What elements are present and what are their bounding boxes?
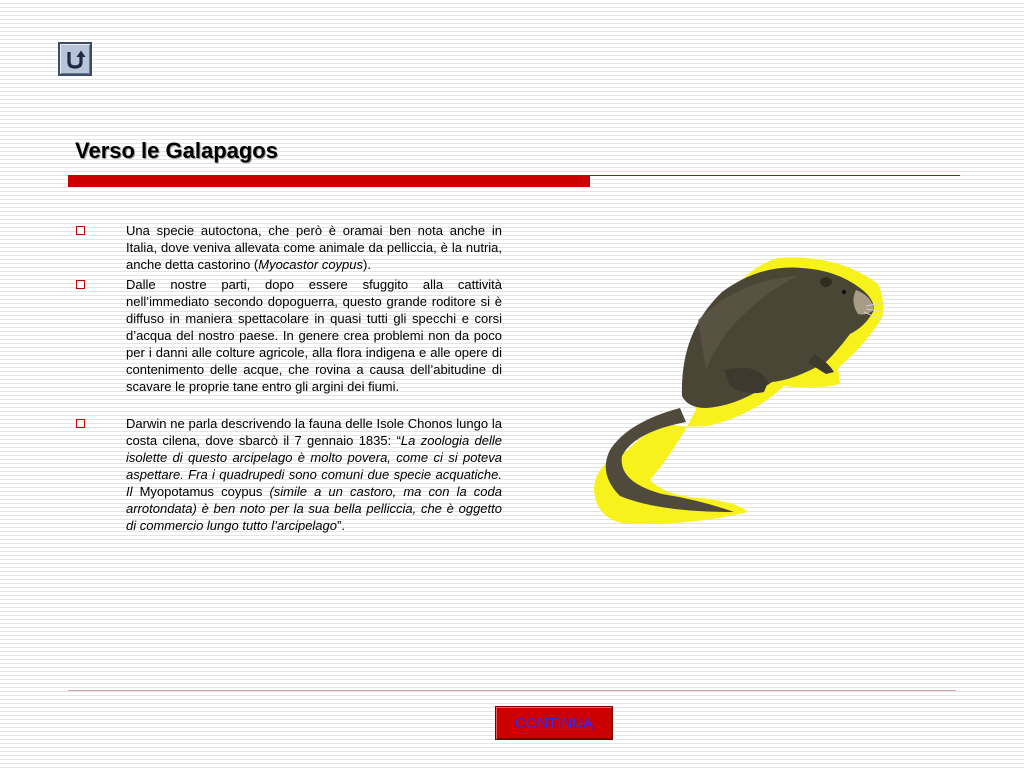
back-button[interactable] bbox=[58, 42, 92, 76]
bullet-text: ”. bbox=[337, 518, 345, 533]
bullet-list bbox=[76, 222, 502, 537]
hollow-square-bullet-icon bbox=[76, 226, 85, 235]
bullet-italic-text: (simile a un castoro, ma con la coda arrotondata) è ben noto per la sua bella pelliccia, che è oggetto di commercio lungo tutto l’arcipelago bbox=[126, 484, 502, 533]
u-turn-back-icon bbox=[63, 47, 87, 71]
bullet-text: Dalle nostre parti, dopo essere sfuggito alla cattività nell’immediato secondo dopoguerra, questo grande roditore si è diffuso in maniera spettacolare in quasi tutti gli specchi e corsi d’acqua del nostro paese. In genere crea problemi non da poco per i danni alle colture agricole, alla flora indigena e alle opere di contenimento delle acque, che rovina a causa dell’abitudine di scavare le proprie tane entro gli argini dei fiumi. bbox=[126, 277, 502, 394]
hollow-square-bullet-icon bbox=[76, 280, 85, 289]
bullet-item-spread bbox=[76, 276, 502, 395]
bullet-item-nutria bbox=[76, 222, 502, 273]
nutria-illustration bbox=[588, 250, 888, 530]
continue-button[interactable] bbox=[495, 706, 613, 740]
continue-link[interactable]: CONTINUA bbox=[514, 714, 594, 732]
title-underline-thin bbox=[590, 175, 960, 176]
bullet-text: Myopotamus coypus bbox=[132, 484, 270, 499]
title-underline-thick bbox=[68, 175, 590, 187]
bullet-item-darwin bbox=[76, 415, 502, 534]
bullet-italic-text: Myocastor coypus bbox=[258, 257, 364, 272]
footer-divider bbox=[68, 690, 956, 691]
bullet-italic-text: La zoologia delle isolette di questo arcipelago è molto povera, come ci si poteva aspettare. Fra i quadrupedi sono comuni due specie acquatiche. Il bbox=[126, 433, 503, 499]
page-title: Verso le Galapagos bbox=[75, 138, 278, 163]
hollow-square-bullet-icon bbox=[76, 419, 85, 428]
bullet-text: Darwin ne parla descrivendo la fauna delle Isole Chonos lungo la costa cilena, dove sbarcò il 7 gennaio 1835: “ bbox=[126, 416, 502, 448]
bullet-text: ). bbox=[363, 257, 371, 272]
bullet-text: Una specie autoctona, che però è oramai ben nota anche in Italia, dove veniva allevata come animale da pelliccia, è la nutria, anche detta castorino ( bbox=[126, 223, 502, 272]
